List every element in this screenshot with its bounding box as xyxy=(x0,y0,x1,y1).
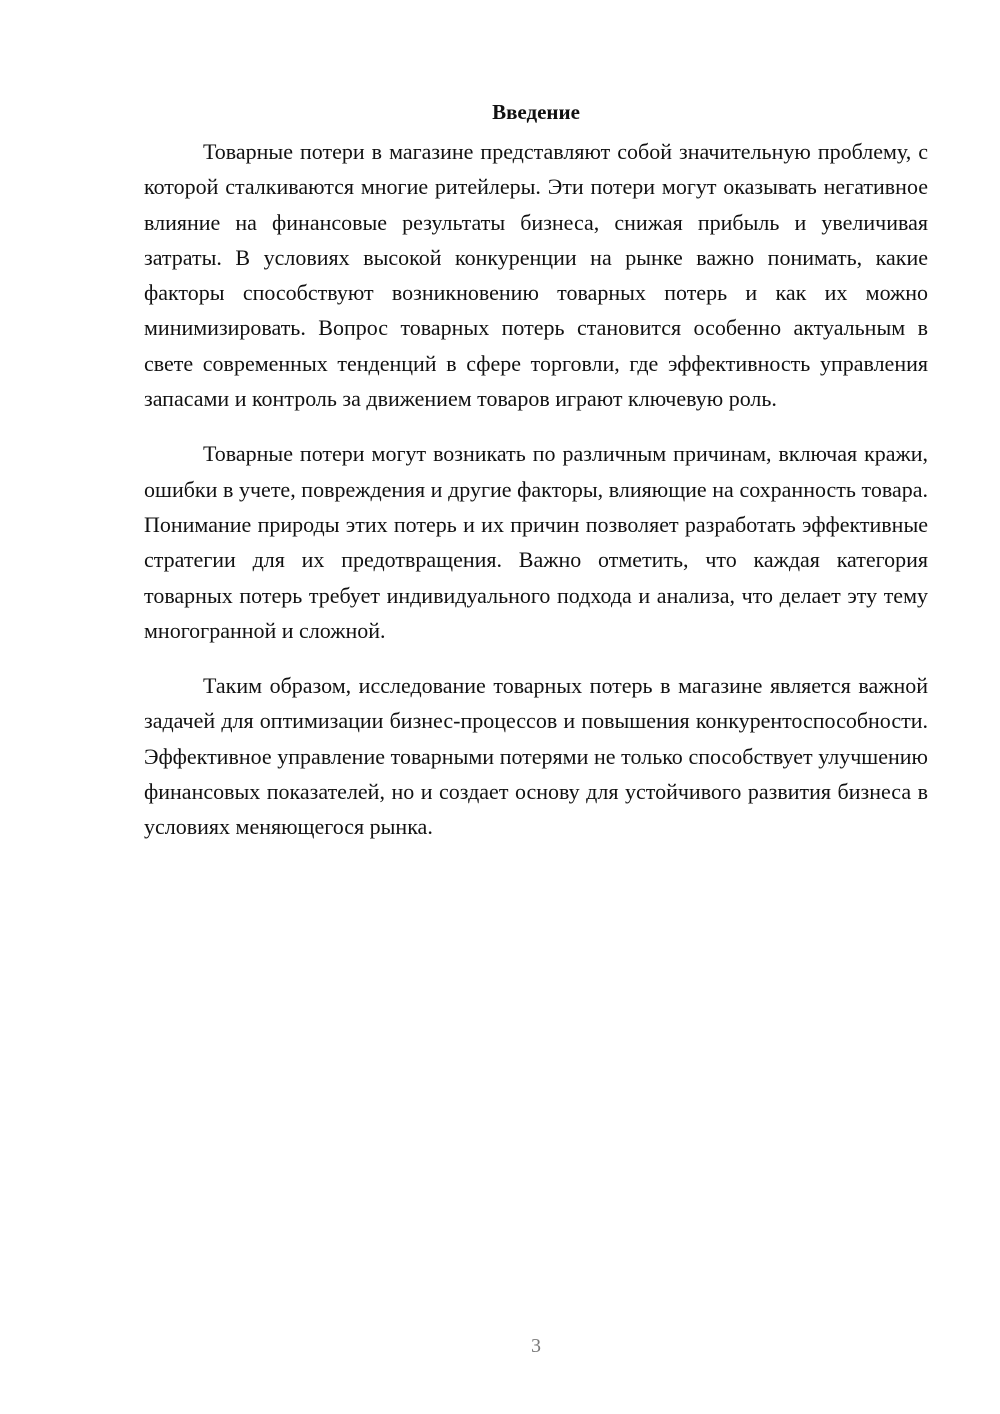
paragraph-2: Товарные потери могут возникать по различным причинам, включая кражи, ошибки в учете, повреждения и другие факторы, влияющие на сохранность товара. Понимание природы этих потерь и их причин позволяет разработать эффективные стратегии для их предотвращения. Важно отметить, что каждая категория товарных потерь требует индивидуального подхода и анализа, что делает эту тему многогранной и сложной. xyxy=(144,441,928,643)
paragraph-1: Товарные потери в магазине представляют собой значительную проблему, с которой сталкиваются многие ритейлеры. Эти потери могут оказывать негативное влияние на финансовые результаты бизнеса, снижая прибыль и увеличивая затраты. В условиях высокой конкуренции на рынке важно понимать, какие факторы способствуют возникновению товарных потерь и как их можно минимизировать. Вопрос товарных потерь становится особенно актуальным в свете современных тенденций в сфере торговли, где эффективность управления запасами и контроль за движением товаров играют ключевую роль. xyxy=(144,139,928,412)
section-heading: Введение xyxy=(492,100,580,124)
page-number: 3 xyxy=(531,1335,541,1357)
paragraph-3: Таким образом, исследование товарных потерь в магазине является важной задачей для оптимизации бизнес-процессов и повышения конкурентоспособности. Эффективное управление товарными потерями не только способствует улучшению финансовых показателей, но и создает основу для устойчивого развития бизнеса в условиях меняющегося рынка. xyxy=(144,673,928,840)
page-content xyxy=(144,96,928,865)
